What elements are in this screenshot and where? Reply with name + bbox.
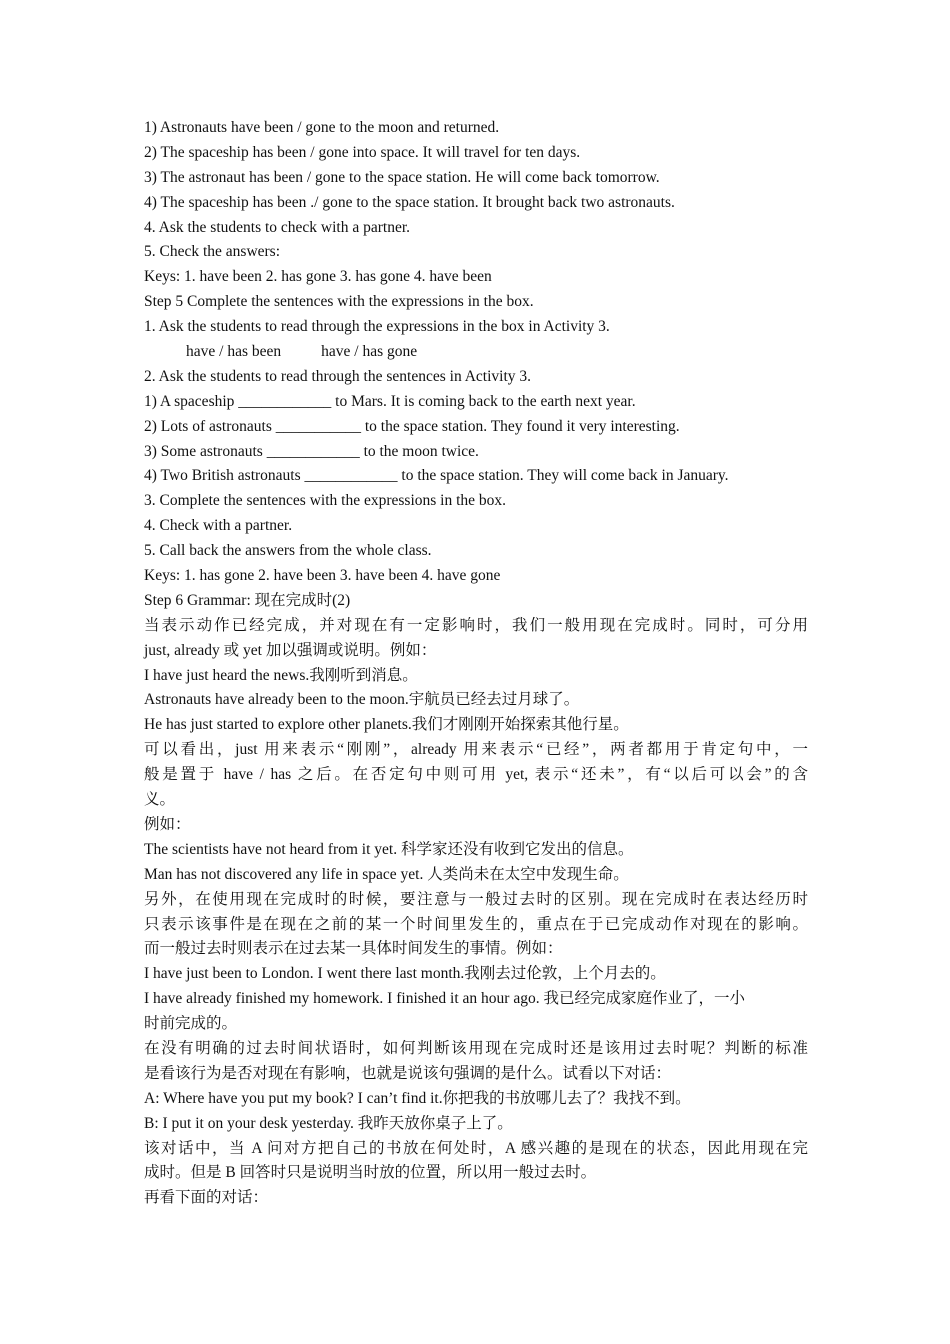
paragraph-line: 当表示动作已经完成，并对现在有一定影响时，我们一般用现在完成时。同时，可分用 [144, 616, 808, 634]
box-expression: have / has been [186, 343, 282, 361]
dialogue-line: B: I put it on your desk yesterday. 我昨天放你桌子上了。 [144, 1114, 513, 1132]
paragraph-line: 是看该行为是否对现在有影响，也就是说该句强调的是什么。试看以下对话： [144, 1064, 672, 1082]
example-sentence: I have just heard the news.我刚听到消息。 [144, 666, 418, 684]
exercise-sentence: 3) Some astronauts ____________ to the moon twice. [144, 442, 479, 460]
paragraph-line: 可以看出，just 用来表示“刚刚”，already 用来表示“已经”，两者都用于肯定句中，一 [144, 741, 808, 759]
paragraph-line: 另外，在使用现在完成时的时候，要注意与一般过去时的区别。现在完成时在表达经历时 [144, 890, 808, 908]
text-line: 5. Call back the answers from the whole class. [144, 542, 432, 560]
example-sentence: I have already finished my homework. I finished it an hour ago. 我已经完成家庭作业了，一小 [144, 990, 745, 1008]
example-sentence: Man has not discovered any life in space yet. 人类尚未在太空中发现生命。 [144, 865, 629, 883]
text-line: 2. Ask the students to read through the sentences in Activity 3. [144, 367, 532, 385]
expression-box [144, 340, 808, 365]
paragraph-line: 成时。但是 B 回答时只是说明当时放的位置，所以用一般过去时。 [144, 1164, 597, 1182]
paragraph-line: 在没有明确的过去时间状语时，如何判断该用现在完成时还是该用过去时呢？判断的标准 [144, 1039, 808, 1057]
step-heading: Step 5 Complete the sentences with the expressions in the box. [144, 293, 534, 311]
paragraph-line: 义。 [144, 791, 176, 809]
paragraph-line: 例如： [144, 815, 191, 833]
exercise-sentence: 1) A spaceship ____________ to Mars. It is coming back to the earth next year. [144, 392, 636, 410]
box-expression: have / has gone [321, 343, 418, 361]
exercise-sentence: 4) Two British astronauts ____________ to the space station. They will come back in January. [144, 467, 729, 485]
paragraph-line: just, already 或 yet 加以强调或说明。例如： [144, 641, 437, 659]
example-sentence: I have just been to London. I went there last month.我刚去过伦敦，上个月去的。 [144, 965, 666, 983]
text-line: 3) The astronaut has been / gone to the space station. He will come back tomorrow. [144, 168, 660, 186]
dialogue-line: A: Where have you put my book? I can’t find it.你把我的书放哪儿去了？我找不到。 [144, 1089, 691, 1107]
text-line: 4. Ask the students to check with a partner. [144, 218, 411, 236]
paragraph-line: 该对话中，当 A 问对方把自己的书放在何处时，A 感兴趣的是现在的状态，因此用现在完 [144, 1139, 808, 1157]
text-line: 4) The spaceship has been ./ gone to the space station. It brought back two astronauts. [144, 193, 675, 211]
text-line: 4. Check with a partner. [144, 517, 293, 535]
paragraph-line: 而一般过去时则表示在过去某一具体时间发生的事情。例如： [144, 940, 563, 958]
exercise-sentence: 2) Lots of astronauts ___________ to the space station. They found it very interesting. [144, 417, 680, 435]
answer-keys: Keys: 1. have been 2. has gone 3. has gone 4. have been [144, 268, 492, 286]
example-sentence: 时前完成的。 [144, 1015, 238, 1033]
text-line: 1) Astronauts have been / gone to the moon and returned. [144, 119, 500, 136]
text-line: 2) The spaceship has been / gone into space. It will travel for ten days. [144, 143, 581, 161]
text-line: 5. Check the answers: [144, 243, 281, 261]
example-sentence: Astronauts have already been to the moon.宇航员已经去过月球了。 [144, 691, 580, 709]
paragraph-line: 再看下面的对话： [144, 1189, 269, 1207]
step-heading: Step 6 Grammar: 现在完成时(2) [144, 591, 351, 609]
example-sentence: The scientists have not heard from it yet. 科学家还没有收到它发出的信息。 [144, 840, 634, 858]
text-line: 3. Complete the sentences with the expressions in the box. [144, 492, 507, 510]
document-page [144, 116, 808, 1211]
text-line: 1. Ask the students to read through the expressions in the box in Activity 3. [144, 318, 610, 336]
answer-keys: Keys: 1. has gone 2. have been 3. have been 4. have gone [144, 567, 501, 585]
paragraph-line: 只表示该事件是在现在之前的某一个时间里发生的，重点在于已完成动作对现在的影响。 [144, 915, 808, 933]
example-sentence: He has just started to explore other planets.我们才刚刚开始探索其他行星。 [144, 716, 629, 734]
paragraph-line: 般是置于 have / has 之后。在否定句中则可用 yet, 表示“还未”，有“以后可以会”的含 [144, 766, 808, 784]
